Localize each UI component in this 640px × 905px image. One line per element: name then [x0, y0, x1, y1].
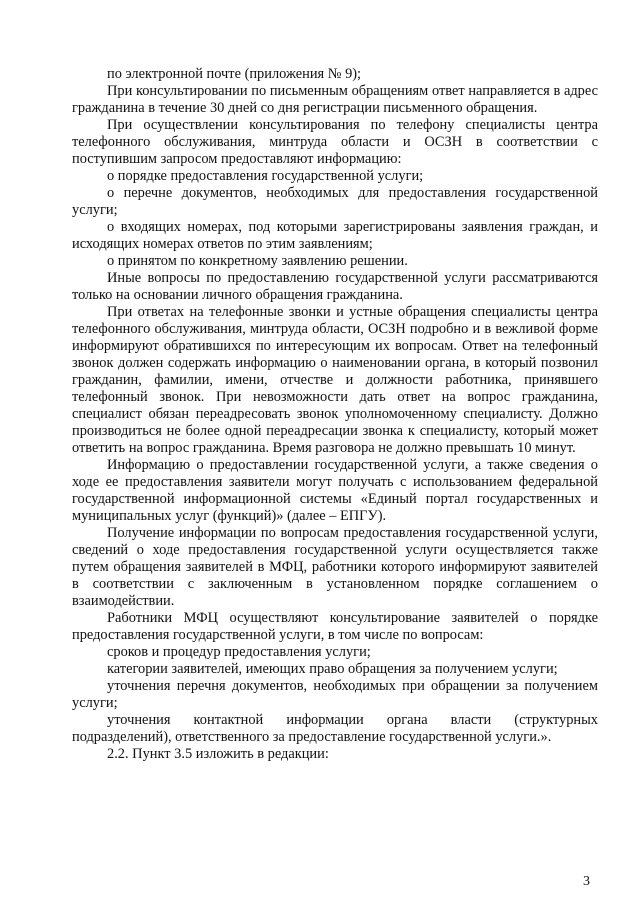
paragraph: При ответах на телефонные звонки и устные обращения специалисты центра телефонного обслуживания, минтруда области, ОСЗН подробно и в вежливой форме информируют обратившихся по интересующим их вопросам. Ответ на телефонный звонок должен содержать информацию о наименовании органа, в который позвонил гражданин, фамилии, имени, отчестве и должности работника, принявшего телефонный звонок. При невозможности дать ответ на вопрос гражданина, специалист обязан переадресовать звонок уполномоченному специалисту. Должно производиться не более одной переадресации звонка к специалисту, который может ответить на вопрос гражданина. Время разговора не должно превышать 10 минут. — [72, 304, 598, 456]
page-number: 3 — [583, 874, 590, 889]
list-item: о перечне документов, необходимых для предоставления государственной услуги; — [72, 185, 598, 218]
paragraph: Иные вопросы по предоставлению государственной услуги рассматриваются только на основании личного обращения гражданина. — [72, 270, 598, 303]
list-item: о порядке предоставления государственной услуги; — [107, 168, 424, 184]
paragraph: Работники МФЦ осуществляют консультирование заявителей о порядке предоставления государственной услуги, в том числе по вопросам: — [72, 610, 598, 643]
list-item: уточнения контактной информации органа власти (структурных подразделений), ответственного за предоставление государственной услуги.». — [72, 712, 598, 745]
list-item: уточнения перечня документов, необходимых при обращении за получением услуги; — [72, 678, 598, 711]
document-body — [72, 66, 598, 763]
list-item: о входящих номерах, под которыми зарегистрированы заявления граждан, и исходящих номерах ответов по этим заявлениям; — [72, 219, 598, 252]
paragraph: по электронной почте (приложения № 9); — [107, 66, 362, 82]
paragraph: Информацию о предоставлении государственной услуги, а также сведения о ходе ее предоставления заявители могут получать с использованием федеральной государственной информационной системы «Единый портал государственных и муниципальных услуг (функций)» (далее – ЕПГУ). — [72, 457, 598, 524]
paragraph: При консультировании по письменным обращениям ответ направляется в адрес гражданина в течение 30 дней со дня регистрации письменного обращения. — [72, 83, 598, 116]
section-heading: 2.2. Пункт 3.5 изложить в редакции: — [107, 746, 329, 762]
list-item: сроков и процедур предоставления услуги; — [107, 644, 371, 660]
paragraph: При осуществлении консультирования по телефону специалисты центра телефонного обслуживания, минтруда области и ОСЗН в соответствии с поступившим запросом предоставляют информацию: — [72, 117, 598, 167]
paragraph: Получение информации по вопросам предоставления государственной услуги, сведений о ходе предоставления государственной услуги осуществляется также путем обращения заявителей в МФЦ, работники которого информируют заявителей в соответствии с заключенным в установленном порядке соглашением о взаимодействии. — [72, 525, 598, 609]
list-item: категории заявителей, имеющих право обращения за получением услуги; — [107, 661, 558, 677]
list-item: о принятом по конкретному заявлению решении. — [107, 253, 408, 269]
